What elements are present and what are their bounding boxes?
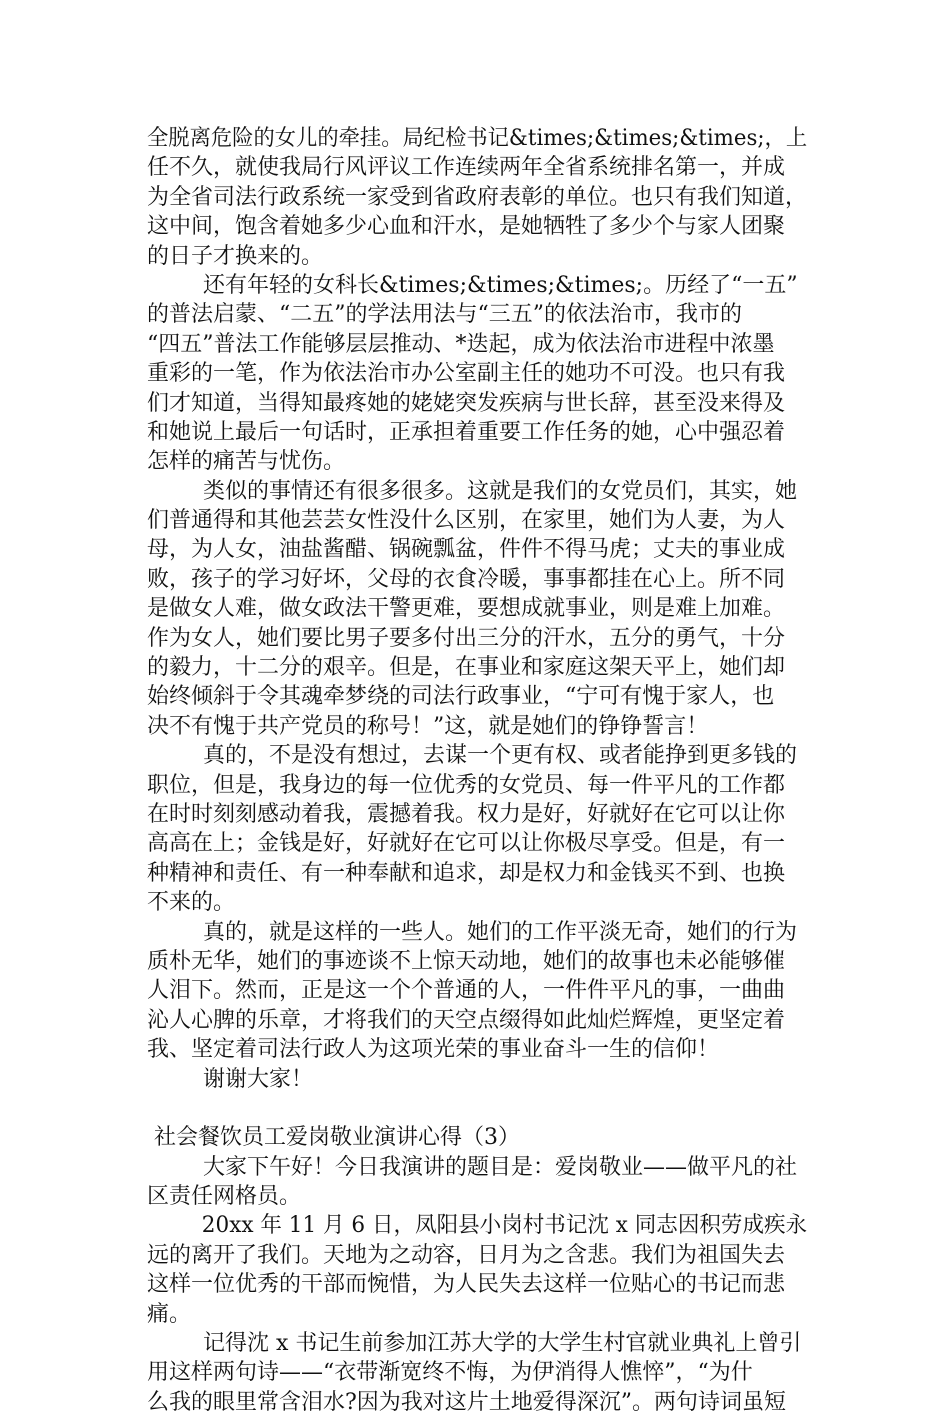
text-line: 全脱离危险的女儿的牵挂。局纪检书记&times;&times;&times;，上	[147, 126, 808, 151]
text-line: 们普通得和其他芸芸女性没什么区别，在家里，她们为人妻，为人	[147, 508, 786, 534]
text-line: 的毅力，十二分的艰辛。但是，在事业和家庭这架天平上，她们却	[147, 655, 786, 681]
text-line: 的日子才换来的。	[147, 243, 324, 269]
text-line: 重彩的一笔，作为依法治市办公室副主任的她功不可没。也只有我	[147, 361, 786, 387]
text-line: “四五”普法工作能够层层推动、*迭起，成为依法治市进程中浓墨	[147, 331, 775, 357]
text-line: 作为女人，她们要比男子要多付出三分的汗水，五分的勇气，十分	[147, 625, 786, 651]
text-line: 质朴无华，她们的事迹谈不上惊天动地，她们的故事也未必能够催	[147, 948, 786, 974]
text-line: 么我的眼里常含泪水?因为我对这片土地爱得深沉”。两句诗词虽短	[147, 1389, 787, 1415]
text-line: 为全省司法行政系统一家受到省政府表彰的单位。也只有我们知道，	[147, 184, 808, 210]
text-line: 沁人心脾的乐章，才将我们的天空点缀得如此灿烂辉煌，更坚定着	[147, 1007, 786, 1033]
text-line: 真的，就是这样的一些人。她们的工作平淡无奇，她们的行为	[147, 919, 797, 945]
text-line: 始终倾斜于令其魂牵梦绕的司法行政事业，“宁可有愧于家人，也	[147, 684, 775, 710]
text-line: 20xx 年 11 月 6 日，凤阳县小岗村书记沈 x 同志因积劳成疾永	[147, 1213, 808, 1239]
text-line: 的普法启蒙、“二五”的学法用法与“三五”的依法治市，我市的	[147, 302, 742, 328]
text-line: 怎样的痛苦与忧伤。	[147, 449, 346, 475]
text-line: 记得沈 x 书记生前参加江苏大学的大学生村官就业典礼上曾引	[147, 1331, 802, 1357]
text-line: 谢谢大家！	[147, 1066, 313, 1092]
text-line: 败，孩子的学习好坏，父母的衣食冷暖，事事都挂在心上。所不同	[147, 566, 786, 592]
text-line: 职位，但是，我身边的每一位优秀的女党员、每一件平凡的工作都	[147, 772, 786, 798]
text-line: 还有年轻的女科长&times;&times;&times;。历经了“一五”	[147, 272, 798, 298]
text-line: 母，为人女，油盐酱醋、锅碗瓢盆，件件不得马虎；丈夫的事业成	[147, 537, 786, 563]
speech-text-part-1	[147, 124, 807, 1094]
speech-text-part-2	[147, 1153, 807, 1417]
text-line: 大家下午好！今日我演讲的题目是：爱岗敬业——做平凡的社	[147, 1154, 797, 1180]
text-line: 和她说上最后一句话时，正承担着重要工作任务的她，心中强忍着	[147, 419, 786, 445]
section-title: 社会餐饮员工爱岗敬业演讲心得（3）	[147, 1125, 520, 1151]
text-line: 这样一位优秀的干部而惋惜，为人民失去这样一位贴心的书记而悲	[147, 1272, 786, 1298]
text-line: 我、坚定着司法行政人为这项光荣的事业奋斗一生的信仰！	[147, 1037, 720, 1063]
text-line: 类似的事情还有很多很多。这就是我们的女党员们，其实，她	[147, 478, 797, 504]
text-line: 种精神和责任、有一种奉献和追求，却是权力和金钱买不到、也换	[147, 860, 786, 886]
text-line: 是做女人难，做女政法干警更难，要想成就事业，则是难上加难。	[147, 596, 786, 622]
text-line: 远的离开了我们。天地为之动容，日月为之含悲。我们为祖国失去	[147, 1242, 786, 1268]
text-line: 区责任网格员。	[147, 1184, 302, 1210]
section-gap	[147, 1094, 807, 1123]
text-line: 高高在上；金钱是好，好就好在它可以让你极尽享受。但是，有一	[147, 831, 786, 857]
text-line: 在时时刻刻感动着我，震撼着我。权力是好，好就好在它可以让你	[147, 801, 786, 827]
text-line: 们才知道，当得知最疼她的姥姥突发疾病与世长辞，甚至没来得及	[147, 390, 786, 416]
text-line: 人泪下。然而，正是这一个个普通的人，一件件平凡的事，一曲曲	[147, 978, 786, 1004]
text-line: 这中间，饱含着她多少心血和汗水，是她牺牲了多少个与家人团聚	[147, 214, 786, 240]
text-line: 不来的。	[147, 890, 236, 916]
text-line: 痛。	[147, 1301, 192, 1327]
document-body	[147, 124, 807, 1417]
text-line: 任不久，就使我局行风评议工作连续两年全省系统排名第一，并成	[147, 155, 786, 181]
text-line: 决不有愧于共产党员的称号！”这，就是她们的铮铮誓言！	[147, 713, 709, 739]
text-line: 用这样两句诗——“衣带渐宽终不悔，为伊消得人憔悴”，“为什	[147, 1360, 753, 1386]
text-line: 真的，不是没有想过，去谋一个更有权、或者能挣到更多钱的	[147, 743, 797, 769]
